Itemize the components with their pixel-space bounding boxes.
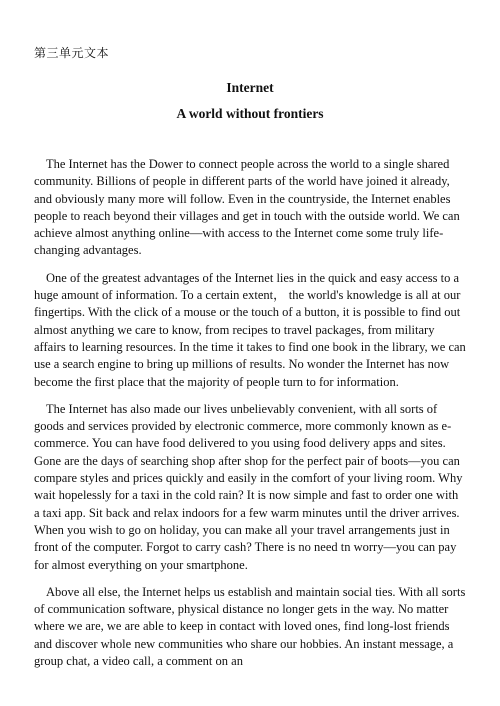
section-label: 第三单元文本 [34, 46, 110, 60]
article-subtitle: A world without frontiers [176, 106, 324, 121]
paragraph-2: One of the greatest advantages of the Internet lies in the quick and easy access to a huge amount of information. To a certain extent， the world's knowledge is all at our fingertips. With the click of a mouse or the touch of a button, it is possible to find out almost anything we care to know, from recipes to travel packages, from military affairs to learning resources. In the time it takes to find one book in the library, we can use a search engine to bring up millions of results. No wonder the Internet has now become the first place that the majority of people turn to for information. [34, 270, 466, 389]
paragraph-4: Above all else, the Internet helps us establish and maintain social ties. With all sorts of communication software, physical distance no longer gets in the way. No matter where we are, we are able to keep in contact with loved ones, find long-lost friends and discover whole new communities who share our hobbies. An instant message, a group chat, a video call, a comment on an [34, 584, 466, 669]
paragraph-3: The Internet has also made our lives unbelievably convenient, with all sorts of goods and services provided by electronic commerce, more commonly known as e-commerce. You can have food delivered to you using food delivery apps and sites. Gone are the days of searching shop after shop for the perfect pair of boots—you can compare styles and prices quickly and easily in the comfort of your living room. Why wait hopelessly for a taxi in the cold rain? It is now simple and fast to order one with a taxi app. Sit back and relax indoors for a few warm minutes until the driver arrives. When you wish to go on holiday, you can make all your travel arrangements just in front of the computer. Forgot to carry cash? There is no need tn worry—you can pay for almost everything on your smartphone. [34, 401, 463, 572]
paragraph-1: The Internet has the Dower to connect people across the world to a single shared community. Billions of people in different parts of the world have joined it already, and obviously many more will follow. Even in the countryside, the Internet enables people to reach beyond their villages and get in touch with the outside world. We can achieve almost anything online—with access to the Internet come some truly life-changing advantages. [34, 157, 460, 258]
article-body [34, 156, 466, 680]
article-title: Internet [226, 80, 274, 95]
